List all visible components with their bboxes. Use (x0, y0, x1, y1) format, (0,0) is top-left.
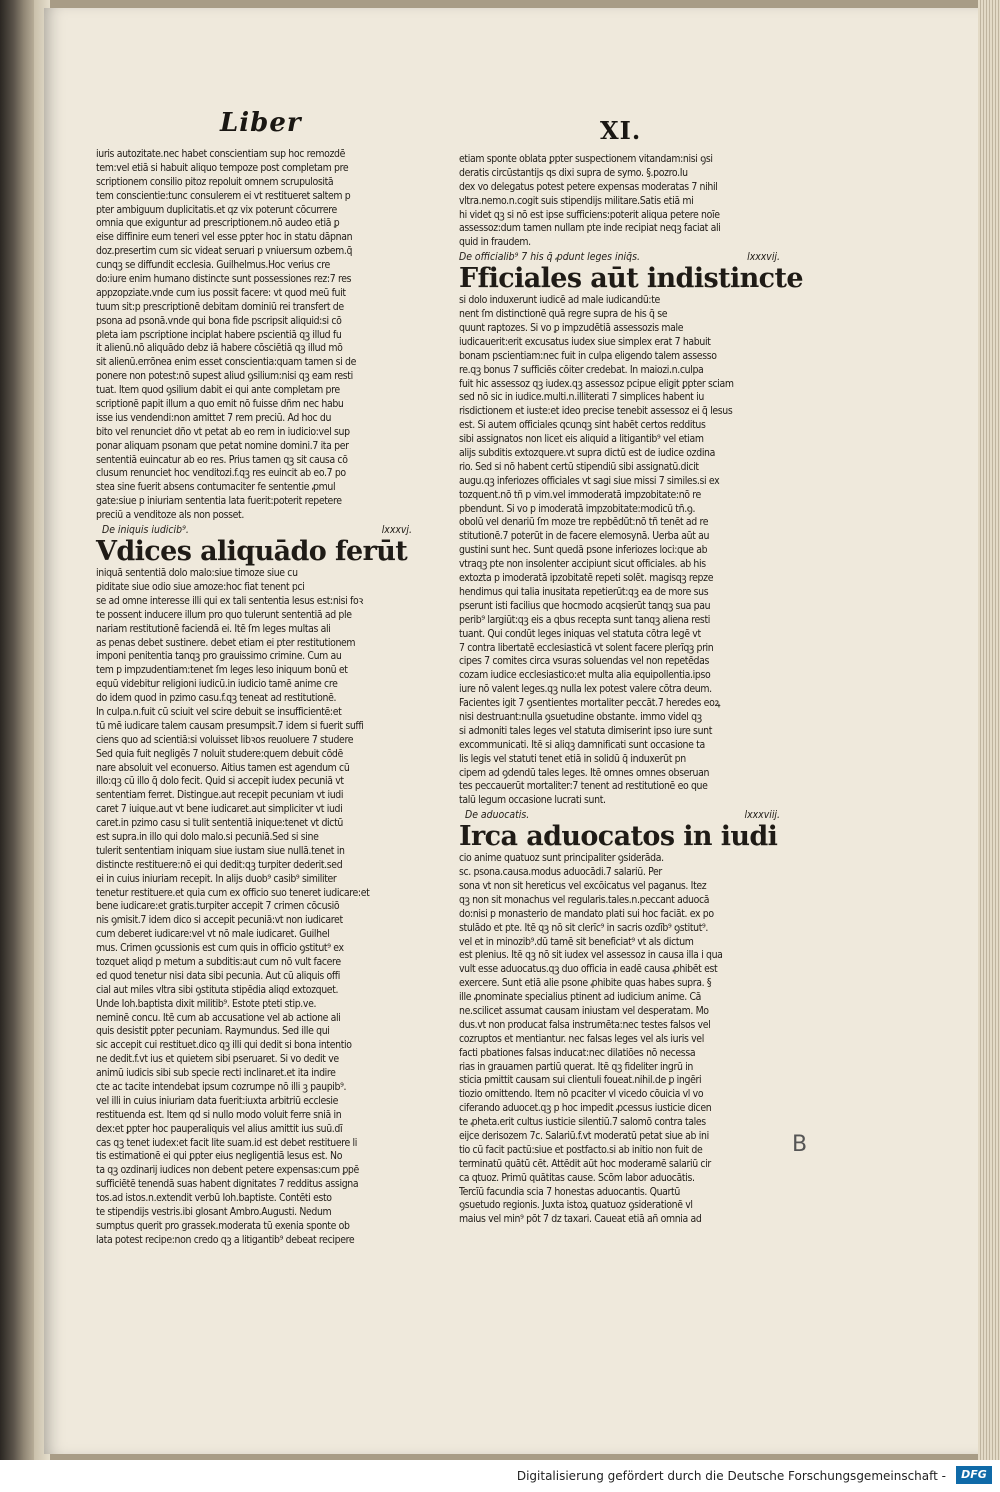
chapter-initial-line: Irca aduocatos in iudi (459, 821, 778, 853)
text-line: tes peccauerūt mortaliter:7 tenent ad restitutionē eo que (459, 780, 708, 793)
text-line: nent ſm distinctionē quā regre supra de his q̄ se (459, 308, 668, 321)
text-line: ponere non potest:nō supest aliud ꝯsilium:nisi qꝫ eam resti (96, 370, 353, 383)
text-line: cio anime quatuoz sunt principaliter ꝯsiderāda. (459, 852, 664, 865)
text-line: tem p impzudentiam:tenet ſm leges leso iniquum bonū et (96, 664, 348, 677)
text-line: piditate siue odio siue amoze:hoc fiat tenent pci (96, 580, 305, 593)
text-line: ne.scilicet assumat causam iniustam vel desperatam. Mo (459, 1004, 709, 1017)
text-line: te ꝓheta.erit cultus iusticie silentiū.7 salomō contra tales (459, 1116, 706, 1129)
text-line: imponi penitentia tanqꝫ pro grauissimo crimine. Cum au (96, 650, 342, 663)
text-line: iniquā sententiā dolo malo:siue timoze siue cu (96, 567, 298, 580)
book-page (44, 8, 978, 1454)
text-line: sticia pmittit causam sui clientuli foueat.nihil.de ꝑ ingēri (459, 1074, 702, 1087)
text-line: assessoz:dum tamen nullam pte inde recipiat neqꝫ faciat ali (459, 222, 721, 235)
text-line: cas qꝫ tenet iudex:et facit lite suam.id est debet restituere li (96, 1136, 358, 1149)
text-line: as penas debet sustinere. debet etiam ei pter restitutionem (96, 636, 356, 649)
text-line: cipes 7 comites circa vsuras soluendas vel non repetēdas (459, 655, 710, 668)
text-line: tuum sit:p prescriptionē debitam dominiū rei transfert de (96, 300, 344, 313)
rubric-title: De aduocatis. (465, 809, 530, 822)
text-line: obolū vel denariū ſm moze tre repbēdūt:nō tñ tenēt ad re (459, 516, 709, 529)
text-line: perib⁹ largiūt:qꝫ eis a qbus recepta sunt tanqꝫ aliena resti (459, 613, 711, 626)
text-line: pleta iam pscriptione inciplat habere pscientiā qꝫ illud fu (96, 328, 342, 341)
chapter-number: lxxxvj. (381, 524, 412, 537)
book-spine (0, 0, 34, 1460)
text-line: cial aut miles vltra sibi ꝯstituta stipēdia aliqd extozquet. (96, 983, 339, 996)
text-line: tuant. Qui condūt leges iniquas vel statuta cōtra legē vt (459, 627, 701, 640)
text-line: alijs subditis extozquere.vt supra dictū est de iudice ozdina (459, 447, 716, 460)
text-line: tozquet aliqd p metum a subditis:aut cum nō vult facere (96, 955, 341, 968)
text-line: ca qtuoz. Primū quātitas cause. Scōm labor aduocātis. (459, 1171, 695, 1184)
text-line: quunt raptozes. Si vo ꝑ impzudētiā assessozis male (459, 322, 684, 335)
text-line: nisi destruant:nulla ꝯsuetudine obstante. immo videl qꝫ (459, 710, 702, 723)
text-line: mus. Crimen ꝯcussionis est cum quis in officio ꝯstitut⁹ ex (96, 942, 344, 955)
rubric-title: De iniquis iudicib⁹. (102, 524, 189, 537)
text-line: tulerit sententiam iniquam siue iustam siue nullā.tenet in (96, 844, 345, 857)
text-line: scriptionem consilio pitoz repoluit omnem scrupulositā (96, 175, 334, 188)
text-line: sufficiētē tenendā suas habent dignitates 7 redditus assigna (96, 1178, 359, 1191)
text-line: tenetur restituere.et quia cum ex officio suo teneret iudicare:et (96, 886, 370, 899)
text-line: excommunicati. Itē si aliqꝫ damnificati sunt occasione ta (459, 738, 705, 751)
text-line: pbendunt. Si vo p imoderatā impzobitate:modicū tñ.ꝯ. (459, 502, 696, 515)
text-line: si dolo induxerunt iudicē ad male iudicandū:te (459, 294, 660, 307)
text-line: quis desistit ꝑpter pecuniam. Raymundus. Sed ille qui (96, 1025, 330, 1038)
text-line: ciferando aduocet.qꝫ p hoc impedit ꝓcessus iusticie dicen (459, 1102, 712, 1115)
text-line: lis legis vel statuti tenet etiā in solidū q̄ induxerūt pn (459, 752, 686, 765)
text-line: nare absoluit vel econuerso. Aitius tamen est agendum cū (96, 761, 350, 774)
text-line: sed nō sic in iudice.multi.n.illiterati 7 simplices habent iu (459, 391, 704, 404)
text-line: facti pbationes falsas inducat:nec dilatiōes nō necessa (459, 1046, 696, 1059)
text-line: stea sine fuerit absens contumaciter fe sententie ꝓmul (96, 481, 336, 494)
footer-bar (0, 1460, 1000, 1492)
text-line: dex vo delegatus potest petere expensas moderatas 7 nihil (459, 180, 718, 193)
text-line: isse ius vendendi:non amittet 7 rem preciū. Ad hoc du (96, 411, 332, 424)
text-line: maius vel min⁹ pōt 7 dz taxari. Caueat etiā añ omnia ad (459, 1213, 702, 1226)
left-text-block-1 (96, 148, 416, 523)
text-line: est supra.in illo qui dolo malo.si pecuniā.Sed si sine (96, 830, 319, 843)
text-line: Unde Ioh.baptista dixit militib⁹. Estote pteti stip.ve. (96, 997, 317, 1010)
text-line: ne dedit.f.vt ius et quietem sibi pseruaret. Si vo dedit ve (96, 1053, 339, 1066)
text-line: pter ambiguum duplicitatis.et qz vix poterunt cōcurrere (96, 203, 337, 216)
text-line: restituenda est. Item qd si nullo modo voluit ferre sniā in (96, 1108, 342, 1121)
margin-pencil-mark: B (792, 1132, 808, 1157)
text-line: est plenius. Itē qꝫ nō sit iudex vel assessoz in causa illa i qua (459, 949, 723, 962)
text-line: cum deberet iudicare:vel vt nō male iudicaret. Guilhel (96, 928, 330, 941)
text-line: extozta p imoderatā ipzobitatē repeti solēt. magisqꝫ repze (459, 572, 714, 585)
text-line: sit alienū.errōnea enim esset conscientia:quam tamen si de (96, 356, 357, 369)
text-line: caret.in pzimo casu si tulit sententiā inique:tenet vt dictū (96, 817, 343, 830)
text-line: ponar aliquam psonam que petat nomine domini.7 ita per (96, 439, 349, 452)
text-line: tem conscientie:tunc consulerem ei vt restitueret saltem p (96, 189, 351, 202)
left-column (96, 148, 416, 1248)
text-line: exercere. Sunt etiā alie psone ꝓhibite quas habes supra. § (459, 977, 712, 990)
text-line: vel illi in cuius iniuriam data fuerit:iuxta arbitriū ecclesie (96, 1094, 339, 1107)
text-line: vltra.nemo.n.cogit suis stipendijs militare.Satis etiā mi (459, 194, 694, 207)
text-line: rias in grauamen partiū querat. Itē qꝫ fideliter ingrū in (459, 1060, 693, 1073)
running-head-left: Liber (220, 108, 302, 138)
text-line: quid in fraudem. (459, 236, 531, 249)
text-line: equū videbitur religioni iudicū.in iudicio tamē anime cre (96, 678, 338, 691)
rubric-de-iniquis-iudicibus (96, 523, 416, 537)
text-line: sententiam ferret. Distingue.aut recepit pecuniam vt iudi (96, 789, 344, 802)
text-line: cipem ad ꝯdendū tales leges. Itē omnes omnes obseruan (459, 766, 710, 779)
text-line: sc. psona.causa.modus aduocādi.7 salariū. Per (459, 866, 662, 879)
right-text-block-2 (459, 294, 784, 808)
text-line: iuris autozitate.nec habet conscientiam sup hoc remozdē (96, 148, 345, 160)
text-line: cte ac tacite intendebat ipsum cozrumpe nō illi ꝫ paupib⁹. (96, 1081, 347, 1093)
text-line: scriptionē papit illum a quo emit nō fuisse dñm nec habu (96, 398, 344, 411)
text-line: pserunt isti facilius que hocmodo acqsierūt tanqꝫ sua pau (459, 599, 711, 612)
text-line: appzopziate.vnde cum ius possit facere: vt quod meū fuit (96, 286, 346, 299)
text-line: ciens quo ad scientiā:si voluisset libꝛos reuoluere 7 studere (96, 733, 354, 746)
right-column (459, 153, 803, 1227)
right-text-block-1 (459, 153, 784, 250)
text-line: etiam sponte oblata ꝑpter suspectionem vitandam:nisi ꝯsi (459, 153, 713, 165)
text-line: do:iure enim humano distincte sunt possessiones rez:7 res (96, 273, 352, 286)
text-line: vtraqꝫ pte non insolenter accipiunt sicut officiales. ab his (459, 558, 706, 571)
text-line: ed quod tenetur nisi data sibi pecunia. Aut cū aliquis offi (96, 969, 340, 982)
text-line: sumptus querit pro grassek.moderata tū exenia sponte ob (96, 1219, 350, 1232)
text-line: dex:et ꝑpter hoc pauperaliquis vel alius amittit ius suū.dī (96, 1122, 343, 1135)
text-line: cozam iudice ecclesiastico:et multa alia equipollentia.ipso (459, 669, 711, 682)
chapter-initial-line: Fficiales aūt indistincte (459, 263, 803, 295)
text-line: eijce derisozem 7c. Salariū.f.vt moderatū petat siue ab ini (459, 1130, 709, 1142)
dfg-logo: DFG (956, 1466, 992, 1484)
text-line: ei in cuius iniuriam recepit. In alijs duob⁹ casib⁹ similiter (96, 872, 337, 885)
rubric-title: De officialib⁹ 7 his q̄ ꝓdunt leges iniq̄s. (459, 251, 640, 264)
text-line: tio cū facit pactū:siue et postfacto.si ab initio non fuit de (459, 1143, 703, 1156)
text-line: te stipendijs vestris.ibi glosant Ambro.Augusti. Nedum (96, 1206, 332, 1219)
text-line: stitutionē.7 poterūt in de facere elemosynā. Uerba aūt au (459, 530, 710, 543)
text-line: cozruptos et mentiantur. nec falsas leges vel als iuris vel (459, 1032, 704, 1045)
text-line: ꝯsuetudo regionis. Juxta istoꝝ quatuoz ꝯsiderationē vl̄ (459, 1199, 693, 1212)
text-line: risdictionem et iuste:et ideo precise tenebit assessoz ei q̄ lesus (459, 405, 733, 418)
text-line: preciū a venditoze als non posset. (96, 509, 244, 522)
text-line: distincte restituere:nō ei qui dedit:qꝫ turpiter dederit.sed (96, 858, 343, 871)
text-line: si admoniti tales leges vel statuta dimiserint ipso iure sunt (459, 724, 713, 737)
text-line: Tercīū facundia scia 7 honestas aduocantis. Quartū (459, 1185, 680, 1198)
text-line: qꝫ non sit monachus vel regularis.tales.n.peccant aduocā (459, 893, 710, 906)
text-line: bito vel renunciet dño vt petat ab eo rem in iudicio:vel sup (96, 425, 350, 438)
text-line: psona ad psonā.vnde qui bona fide pscripsit aliquid:si cō (96, 314, 342, 327)
text-line: sona vt non sit hereticus vel excōicatus vel paganus. Itez (459, 879, 707, 892)
text-line: nariam restitutionē faciendā ei. Itē ſm leges multas ali (96, 622, 331, 635)
text-line: tis estimationē ei qui ꝑpter eius negligentiā lesus est. No (96, 1150, 343, 1163)
text-line: iudicauerit:erit excusatus iudex siue simplex erat 7 habuit (459, 335, 711, 348)
right-text-block-3 (459, 852, 784, 1227)
text-line: neminē concu. Itē cum ab accusatione vel ab actione ali (96, 1011, 341, 1024)
text-line: do idem quod in pzimo casu.f.qꝫ teneat ad restitutionē. (96, 692, 337, 705)
text-line: animū iudicis sibi sub specie recti inclinaret.et ita indire (96, 1067, 336, 1080)
text-line: fuit hic assessoz qꝫ iudex.qꝫ assessoz pcipue eligit ꝑpter sciam (459, 377, 734, 390)
text-line: caret 7 iuique.aut vt bene iudicaret.aut simpliciter vt iudi (96, 803, 343, 816)
text-line: se ad omne interesse illi qui ex tali sententia lesus est:nisi foꝛ (96, 594, 363, 607)
text-line: lata potest recipe:non credo qꝫ a litigantib⁹ debeat recipere (96, 1233, 355, 1246)
text-line: illo:qꝫ cū illo q̄ dolo fecit. Quid si accepit iudex pecuniā vt (96, 775, 344, 788)
text-line: sibi assignatos non licet eis aliquid a litigantib⁹ vel etiam (459, 433, 704, 446)
text-line: tuat. Item quod ꝯsilium dabit ei qui ante completam pre (96, 384, 340, 397)
text-line: est. Si autem officiales qcunqꝫ sint habēt certos redditus (459, 419, 706, 432)
text-line: hendimus qui talia inusitata repetierūt:qꝫ ea de more sus (459, 585, 709, 598)
text-line: Facientes igit 7 ꝯsentientes mortaliter peccāt.7 heredes eoꝝ (459, 697, 721, 710)
text-line: rio. Sed si nō habent certū stipendiū sibi assignatū.dicit (459, 460, 699, 473)
text-line: gustini sunt hec. Sunt quedā psone inferiozes loci:que ab (459, 544, 708, 557)
text-line: nis ꝯmisit.7 idem dico si accepit pecuniā:vt non iudicaret (96, 914, 343, 927)
chapter-number: lxxxvij. (747, 251, 780, 264)
text-line: re.qꝫ bonus 7 sufficiēs cōiter credebat. In maiozi.n.culpa (459, 363, 704, 376)
text-line: tozquent.nō tñ p vim.vel immoderatā impzobitate:nō re (459, 488, 701, 501)
text-line: sic accepit cui restituet.dico qꝫ illi qui dedit si bona intentio (96, 1039, 352, 1052)
text-line: talū legum occasione lucrati sunt. (459, 794, 606, 807)
chapter-number: lxxxviij. (744, 809, 780, 822)
text-line: deratis circūstantijs qs dixi supra de symo. §.pozro.Iu (459, 166, 688, 179)
text-line: tos.ad istos.n.extendit verbū Ioh.baptiste. Contēti esto (96, 1192, 332, 1205)
text-line: hi videt qꝫ si nō est ipse sufficiens:poterit aliqua petere noīe (459, 208, 720, 221)
rubric-de-aduocatis (459, 808, 784, 822)
funding-notice: Digitalisierung gefördert durch die Deutsche Forschungsgemeinschaft - (516, 1469, 946, 1483)
text-line: sententiā euincatur ab eo res. Prius tamen qꝫ sit causa cō (96, 453, 348, 466)
text-line: terminatū quātū cēt. Attēdit aūt hoc moderamē salariū cir (459, 1157, 711, 1170)
chapter-initial-line: Vdices aliquādo ferūt (96, 536, 408, 568)
text-line: ta qꝫ ozdinarij iudices non debent petere expensas:cum ꝑpē (96, 1164, 359, 1177)
text-line: doz.presertim cum sic videat seruari p vniuersum ozbem.q̄ (96, 245, 353, 258)
text-line: tiozio omittendo. Item nō pcaciter vl̄ vicedo cōuicia vl̄ vo (459, 1088, 704, 1101)
text-line: augu.qꝫ inferiozes officiales vt sagi siue missi 7 similes.si ex (459, 474, 720, 487)
text-line: dus.vt non producat falsa instrumēta:nec testes falsos vel (459, 1018, 711, 1031)
text-line: ille ꝓnominate specialius ptinent ad iudicium anime. Cā (459, 991, 702, 1004)
text-line: tū mē iudicare talem causam presumpsit.7 idem si fuerit suffi (96, 719, 364, 732)
text-line: stulādo et pte. Itē qꝫ nō sit clerīc⁹ in sacris ozdīb⁹ ꝯstitut⁹. (459, 921, 709, 934)
text-line: bonam pscientiam:nec fuit in culpa eligendo talem assesso (459, 349, 717, 362)
text-line: it alienū.nō aliquādo debz iā habere cōsciētiā qꝫ illud mō (96, 342, 343, 355)
text-line: clusum renunciet hoc venditozi.f.qꝫ res euincit ab eo.7 po (96, 467, 346, 480)
text-line: iure nō valent leges.qꝫ nulla lex potest valere cōtra deum. (459, 683, 712, 696)
running-head-right: XI. (600, 116, 642, 145)
text-line: Sed quia fuit negligēs 7 noluit studere:quem debuit cōdē (96, 747, 343, 760)
text-line: gate:siue p iniuriam sententia lata fuerit:poterit repetere (96, 495, 342, 508)
text-line: 7 contra libertatē ecclesiasticā vt solent facere plerīqꝫ prin (459, 641, 714, 654)
text-line: In culpa.n.fuit cū sciuit vel scire debuit se insufficientē:et (96, 705, 342, 718)
text-line: tem:vel etiā si habuit aliquo tempoze post completam pre (96, 161, 349, 174)
text-line: vel et in minozib⁹.dū tamē sit beneficiat⁹ vt als dictum (459, 935, 694, 948)
text-line: omnia que exiguntur ad prescriptionem.nō audeo etiā ꝑ (96, 217, 340, 230)
page-fore-edge (978, 0, 1000, 1460)
text-line: te possent inducere illum pro quo tulerunt sententiā ad ple (96, 608, 352, 621)
text-line: do:nisi p monasterio de mandato plati sui hoc faciāt. ex po (459, 907, 714, 920)
left-text-block-2 (96, 567, 416, 1248)
rubric-de-officialibus (459, 250, 784, 264)
text-line: cunqꝫ se diffundit ecclesia. Guilhelmus.Hoc verius cre (96, 259, 330, 272)
text-line: eise diffinire eum teneri vel esse ꝑpter hoc in statu dāpnan (96, 231, 353, 244)
text-line: vult esse aduocatus.qꝫ duo officia in eadē causa ꝓhibēt est (459, 963, 718, 976)
text-line: bene iudicare:et gratis.turpiter accepit 7 crimen cōcusiō (96, 900, 340, 913)
